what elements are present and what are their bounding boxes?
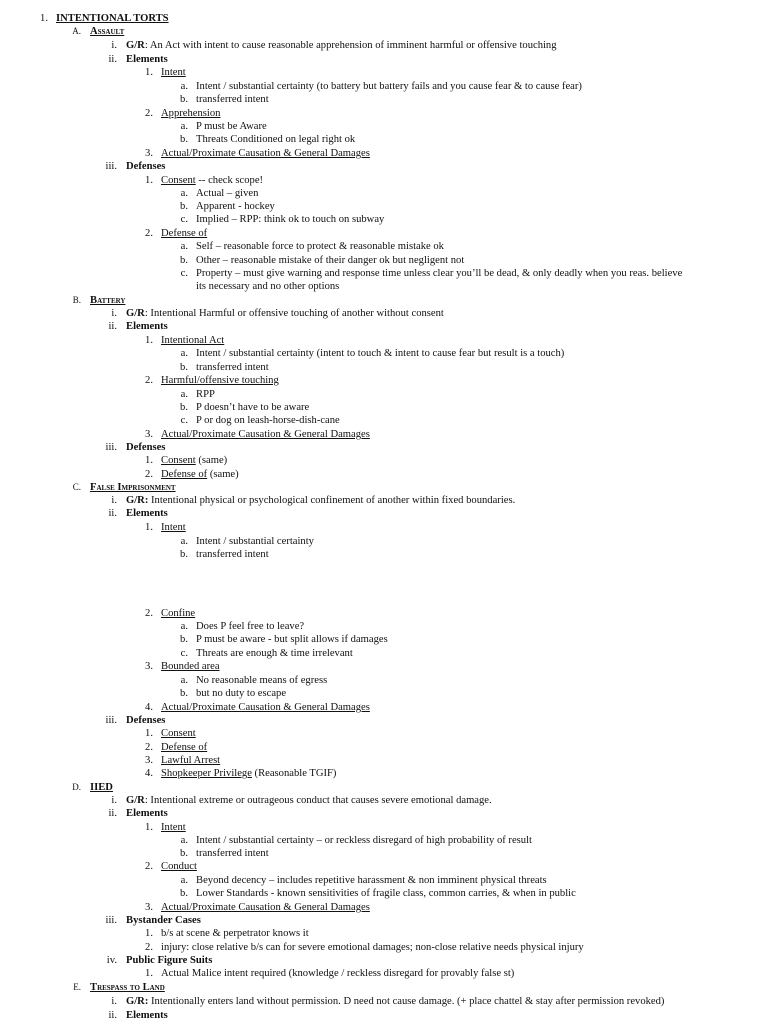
detail-item [196,120,267,133]
body-text: (same) [207,469,239,480]
detail-item [196,687,286,700]
list-marker: 2. [145,228,153,239]
body-text: Threats are enough & time irrelevant [196,648,353,659]
list-marker: 2. [145,742,153,753]
body-text: Intent / substantial certainty – or reckless disregard of high probability of result [196,835,532,846]
element-item [161,66,186,79]
label-text: G/R: [126,495,149,506]
list-marker: 2. [145,108,153,119]
section-heading [90,294,125,307]
label-text: Lawful Arrest [161,755,221,766]
body-text: Actual – given [196,188,259,199]
subsection-item [126,995,664,1008]
element-item [161,607,195,620]
detail-item [196,388,215,401]
body-text: transferred intent [196,362,269,373]
body-text: transferred intent [196,549,269,560]
body-text: Apparent - hockey [196,201,275,212]
list-marker: b. [180,549,188,560]
subsection-item [126,714,165,727]
body-text: its necessary and no other options [196,281,340,292]
element-item [161,967,514,980]
element-item [161,107,220,120]
body-text: RPP [196,389,215,400]
body-text: Intentionally enters land without permission. D need not cause damage. (+ place chattel & stay after permission revoked) [148,996,665,1007]
detail-item [196,133,355,146]
detail-item [196,535,314,548]
list-marker: b. [180,634,188,645]
list-marker: D. [72,782,81,792]
label-text: G/R [126,795,145,806]
label-text: Elements [126,54,168,65]
list-marker: b. [180,888,188,899]
list-marker: ii. [108,808,117,819]
element-item [161,468,239,481]
label-text: IIED [90,782,113,793]
label-text: Defenses [126,161,166,172]
detail-item [196,187,258,200]
list-marker: c. [180,648,188,659]
body-text: Property – must give warning and response time unless clear you’ll be dead, & only deadly when you reas. believe [196,268,683,279]
element-item [161,821,186,834]
list-marker: a. [180,875,188,886]
detail-item [196,93,269,106]
subsection-item [126,794,492,807]
list-marker: 3. [145,429,153,440]
element-item [161,374,279,387]
list-marker: c. [180,415,188,426]
element-item [161,227,207,240]
body-text: Actual Malice intent required (knowledge / reckless disregard for provably false st) [161,968,515,979]
body-text: Self – reasonable force to protect & reasonable mistake ok [196,241,444,252]
list-marker: b. [180,848,188,859]
label-text: Conduct [161,861,197,872]
element-item [161,428,370,441]
body-text: Intent / substantial certainty (intent to touch & intent to cause fear but result is a touch) [196,348,565,359]
body-text: injury: close relative b/s can for severe emotional damages; non-close relative needs physical injury [161,942,584,953]
list-marker: i. [111,996,117,1007]
list-marker: b. [180,688,188,699]
body-text: Intent / substantial certainty [196,536,314,547]
list-marker: c. [180,214,188,225]
subsection-item [126,441,165,454]
list-marker: ii. [108,321,117,332]
label-text: Confine [161,608,196,619]
list-marker: 3. [145,661,153,672]
list-marker: a. [180,389,188,400]
subsection-item [126,507,168,520]
element-item [161,754,220,767]
body-text: : Intentional Harmful or offensive touching of another without consent [144,308,444,319]
list-marker: 1. [145,335,153,346]
detail-item [196,847,269,860]
list-marker: 2. [145,469,153,480]
list-marker: 1. [40,13,48,24]
list-marker: ii. [108,1010,117,1021]
label-text: Intentional Act [161,335,225,346]
detail-item [196,674,327,687]
element-item [161,454,227,467]
label-text: INTENTIONAL TORTS [56,13,169,24]
label-text: Elements [126,321,168,332]
detail-item [196,213,384,226]
subsection-item [126,53,168,66]
body-text: Other – reasonable mistake of their danger ok but negligent not [196,255,465,266]
detail-item [196,887,576,900]
detail-item [196,548,269,561]
outline-heading [56,12,169,25]
label-text: G/R [126,308,145,319]
body-text: Does P feel free to leave? [196,621,305,632]
label-text: Defense of [161,742,208,753]
body-text: (same) [195,455,228,466]
label-text: Trespass to Land [90,982,165,993]
detail-item [196,647,353,660]
label-text: Intent [161,822,186,833]
detail-item [196,874,547,887]
label-text: Elements [126,1010,168,1021]
label-text: Elements [126,808,168,819]
label-text: Defenses [126,442,166,453]
element-item [161,741,207,754]
list-marker: a. [180,81,188,92]
body-text: P must be Aware [196,121,267,132]
label-text: Apprehension [161,108,221,119]
list-marker: iii. [105,915,117,926]
element-item [161,927,309,940]
detail-item-continuation [196,280,339,293]
list-marker: 3. [145,148,153,159]
body-text: Beyond decency – includes repetitive harassment & non imminent physical threats [196,875,547,886]
list-marker: 4. [145,702,153,713]
list-marker: 2. [145,861,153,872]
element-item [161,901,370,914]
list-marker: 2. [145,608,153,619]
list-marker: a. [180,675,188,686]
label-text: Intent [161,522,186,533]
label-text: G/R: [126,996,149,1007]
list-marker: a. [180,348,188,359]
label-text: Actual/Proximate Causation & General Damages [161,429,370,440]
subsection-item [126,160,165,173]
list-marker: iv. [106,955,117,966]
list-marker: 3. [145,902,153,913]
detail-item [196,200,275,213]
list-marker: ii. [108,508,117,519]
list-marker: E. [73,982,81,992]
label-text: Defenses [126,715,166,726]
label-text: Bystander Cases [126,915,201,926]
label-text: Public Figure Suits [126,955,213,966]
subsection-item [126,914,201,927]
section-heading [90,25,124,38]
list-marker: i. [111,795,117,806]
list-marker: 1. [145,968,153,979]
list-marker: b. [180,134,188,145]
list-marker: iii. [105,442,117,453]
element-item [161,941,584,954]
list-marker: b. [180,94,188,105]
list-marker: ii. [108,54,117,65]
detail-item [196,254,464,267]
label-text: Intent [161,67,186,78]
list-marker: a. [180,188,188,199]
label-text: Harmful/offensive touching [161,375,279,386]
body-text: (Reasonable TGIF) [251,768,337,779]
list-marker: B. [72,295,81,305]
label-text: Consent [161,455,196,466]
section-heading [90,781,113,794]
list-marker: b. [180,362,188,373]
detail-item [196,620,304,633]
body-text: transferred intent [196,848,269,859]
body-text: Lower Standards - known sensitivities of fragile class, common carries, & when in public [196,888,576,899]
list-marker: iii. [105,715,117,726]
subsection-item [126,807,168,820]
section-heading [90,981,165,994]
element-item [161,767,336,780]
list-marker: c. [180,268,188,279]
list-marker: i. [111,308,117,319]
list-marker: 1. [145,455,153,466]
body-text: Implied – RPP: think ok to touch on subway [196,214,385,225]
list-marker: 4. [145,768,153,779]
detail-item [196,414,340,427]
label-text: False Imprisonment [90,482,176,493]
body-text: b/s at scene & perpetrator knows it [161,928,309,939]
label-text: Actual/Proximate Causation & General Damages [161,702,370,713]
subsection-item [126,39,557,52]
detail-item [196,401,309,414]
body-text: P must be aware - but split allows if damages [196,634,388,645]
body-text: : An Act with intent to cause reasonable apprehension of imminent harmful or offensive touching [144,40,557,51]
list-marker: C. [72,482,81,492]
body-text: : Intentional extreme or outrageous conduct that causes severe emotional damage. [144,795,492,806]
list-marker: 1. [145,67,153,78]
list-marker: b. [180,402,188,413]
list-marker: i. [111,40,117,51]
label-text: Assault [90,26,125,37]
list-marker: 1. [145,175,153,186]
label-text: Elements [126,508,168,519]
detail-item [196,633,388,646]
list-marker: 1. [145,522,153,533]
body-text: Intentional physical or psychological confinement of another within fixed boundaries. [148,495,516,506]
element-item [161,860,197,873]
list-marker: 1. [145,822,153,833]
detail-item [196,834,532,847]
subsection-item [126,320,168,333]
body-text: P doesn’t have to be aware [196,402,310,413]
label-text: Bounded area [161,661,220,672]
subsection-item [126,307,444,320]
list-marker: A. [72,26,81,36]
element-item [161,701,370,714]
element-item [161,727,196,740]
list-marker: 2. [145,942,153,953]
subsection-item [126,494,515,507]
label-text: Consent [161,728,196,739]
list-marker: a. [180,536,188,547]
label-text: Battery [90,295,126,306]
label-text: Defense of [161,228,208,239]
subsection-item [126,1009,168,1022]
element-item [161,660,220,673]
list-marker: 3. [145,755,153,766]
list-marker: a. [180,835,188,846]
label-text: Defense of [161,469,208,480]
detail-item [196,361,269,374]
body-text: Threats Conditioned on legal right ok [196,134,356,145]
list-marker: iii. [105,161,117,172]
body-text: No reasonable means of egress [196,675,328,686]
label-text: Consent [161,175,196,186]
body-text: -- check scope! [195,175,264,186]
list-marker: 1. [145,928,153,939]
element-item [161,174,263,187]
element-item [161,147,370,160]
detail-item [196,80,582,93]
body-text: P or dog on leash-horse-dish-cane [196,415,340,426]
subsection-item [126,954,212,967]
list-marker: i. [111,495,117,506]
label-text: Actual/Proximate Causation & General Damages [161,148,370,159]
list-marker: a. [180,621,188,632]
detail-item [196,347,564,360]
label-text: G/R [126,40,145,51]
list-marker: b. [180,201,188,212]
list-marker: a. [180,121,188,132]
list-marker: b. [180,255,188,266]
body-text: transferred intent [196,94,269,105]
label-text: Shopkeeper Privilege [161,768,252,779]
section-heading [90,481,176,494]
element-item [161,334,224,347]
list-marker: a. [180,241,188,252]
element-item [161,521,186,534]
body-text: Intent / substantial certainty (to battery but battery fails and you cause fear & to cause fear) [196,81,582,92]
list-marker: 2. [145,375,153,386]
detail-item [196,267,682,280]
list-marker: 1. [145,728,153,739]
label-text: Actual/Proximate Causation & General Damages [161,902,370,913]
body-text: but no duty to escape [196,688,287,699]
detail-item [196,240,444,253]
